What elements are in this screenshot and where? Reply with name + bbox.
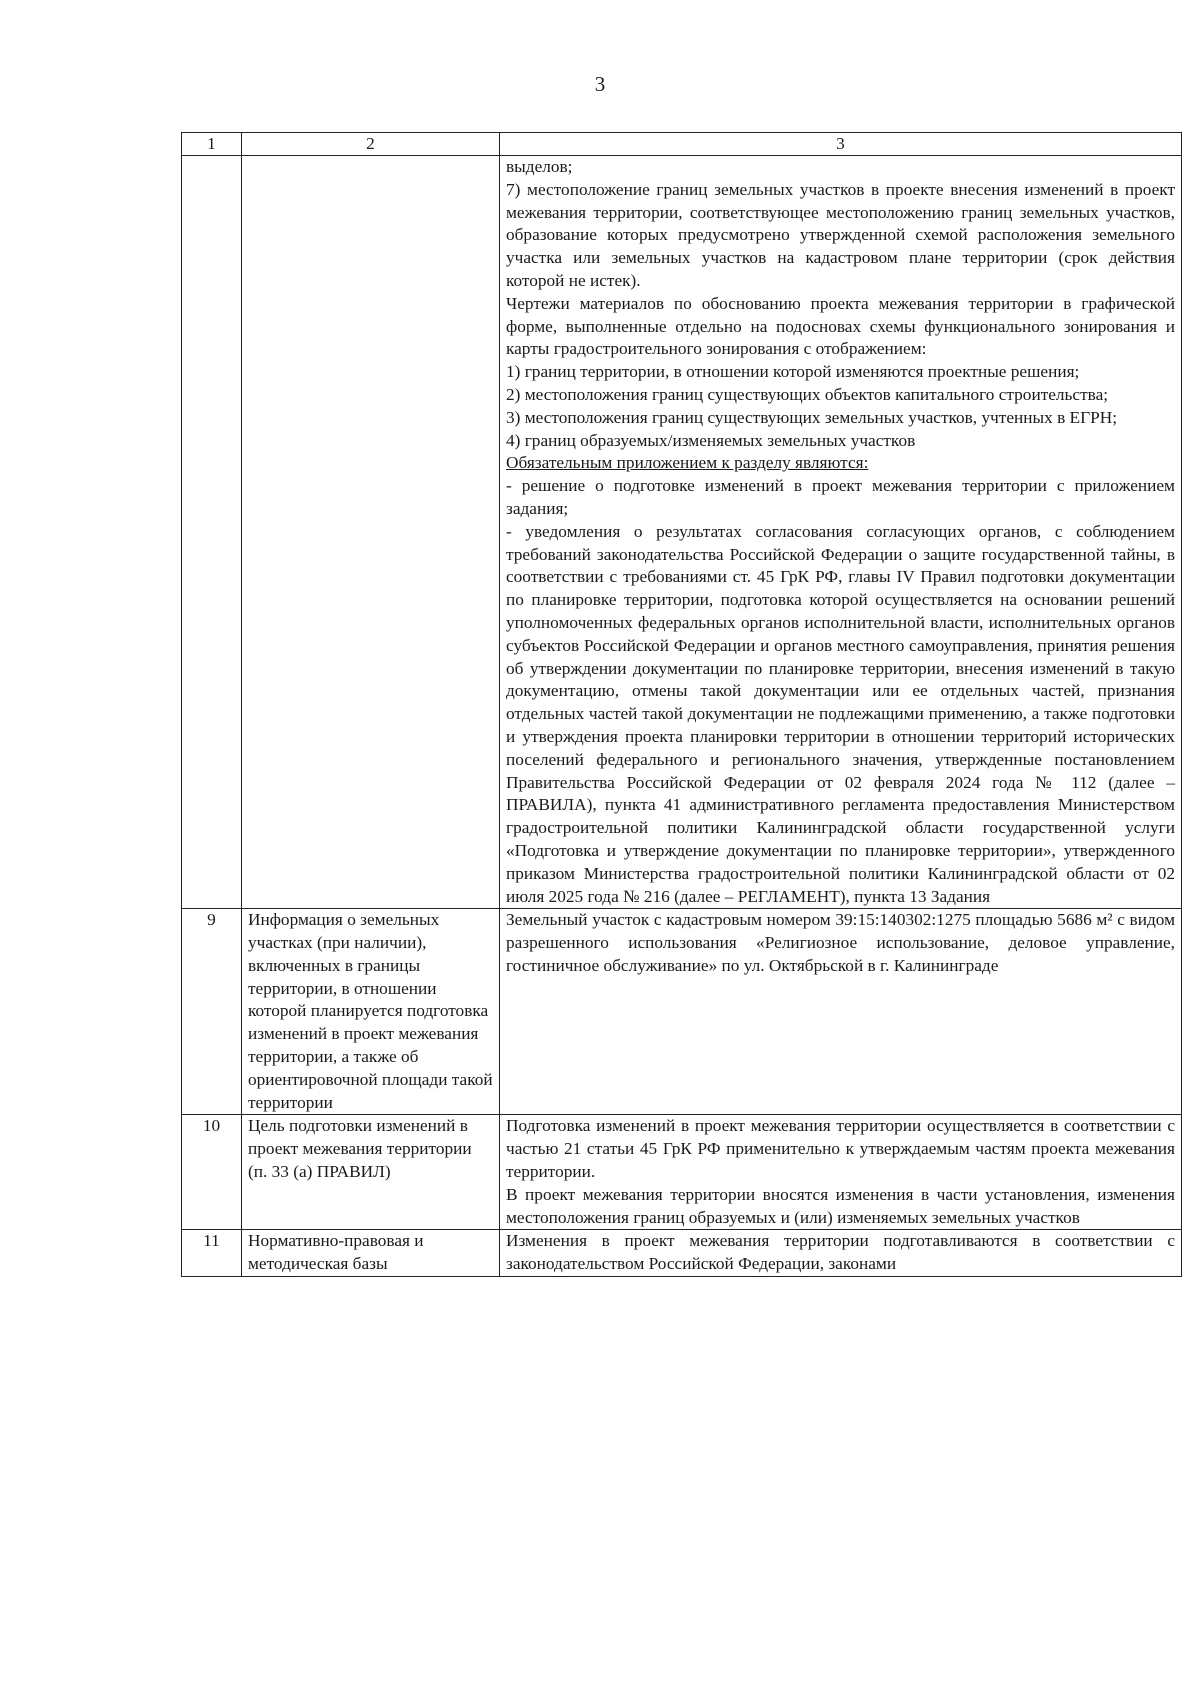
paragraph: 4) границ образуемых/изменяемых земельных участков [506,430,916,450]
row-content [500,909,1182,1115]
paragraph: 2) местоположения границ существующих объектов капитального строительства; [506,384,1109,404]
row-content [500,1115,1182,1230]
header-col-3: 3 [500,133,1182,156]
paragraph: Подготовка изменений в проект межевания территории осуществляется в соответствии с частью 21 статьи 45 ГрК РФ применительно к утверждаемым частям проекта межевания территории. [506,1116,1175,1182]
paragraph: В проект межевания территории вносятся изменения в части установления, изменения местоположения границ образуемых и (или) изменяемых земельных участков [506,1184,1175,1227]
paragraph: - решение о подготовке изменений в проект межевания территории с приложением задания; [506,476,1175,518]
underlined-heading: Обязательным приложением к разделу являются: [506,453,869,473]
page-number: 3 [594,72,606,96]
table-row [182,909,1182,1115]
row-label [242,156,500,909]
row-number: 10 [182,1115,242,1230]
paragraph: Чертежи материалов по обоснованию проекта межевания территории в графической форме, выполненные отдельно на подосновах схемы функционального зонирования и карты градостроительного зонирования с отображением: [506,293,1175,359]
row-label: Нормативно-правовая и методическая базы [242,1230,500,1277]
paragraph: 7) местоположение границ земельных участков в проекте внесения изменений в проект межевания территории, соответствующее местоположению границ земельных участков, образование которых предусмотрено утвержденной схемой расположения земельного участка или земельных участков на кадастровом плане территории (срок действия которой не истек). [506,179,1175,290]
row-content [500,1230,1182,1277]
table-row [182,1115,1182,1230]
paragraph: 1) границ территории, в отношении которой изменяются проектные решения; [506,362,1080,382]
row-number [182,156,242,909]
paragraph: Изменения в проект межевания территории подготавливаются в соответствии с законодательством Российской Федерации, законами [506,1231,1175,1274]
row-content [500,156,1182,909]
row-number: 9 [182,909,242,1115]
requirements-table [181,132,1182,1277]
table-header-row [182,133,1182,156]
table-row [182,156,1182,909]
paragraph: 3) местоположения границ существующих земельных участков, учтенных в ЕГРН; [506,407,1117,427]
header-col-1: 1 [182,133,242,156]
paragraph: выделов; [506,157,573,176]
table-row [182,1230,1182,1277]
row-label: Информация о земельных участках (при наличии), включенных в границы территории, в отношении которой планируется подготовка изменений в проект межевания территории, а также об ориентировочной площади такой территории [242,909,500,1115]
paragraph: - уведомления о результатах согласования согласующих органов, с соблюдением требований законодательства Российской Федерации о защите государственной тайны, в соответствии с требованиями ст. 45 ГрК РФ, главы IV Правил подготовки документации по планировке территории, подготовка которой осуществляется на основании решений уполномоченных федеральных органов исполнительной власти, исполнительных органов субъектов Российской Федерации и органов местного самоуправления, принятия решения об утверждении документации по планировке территории, внесения изменений в такую документацию, отмены такой документации или ее отдельных частей, признания отдельных частей такой документации не подлежащими применению, а также подготовки и утверждения проекта планировки территории в отношении территорий исторических поселений федерального и регионального значения, утвержденные постановлением Правительства Российской Федерации от 02 февраля 2024 года № 112 (далее – ПРАВИЛА), пункта 41 административного регламента предоставления Министерством градостроительной политики Калининградской области государственной услуги «Подготовка и утверждение документации по планировке территории», утвержденного приказом Министерства градостроительной политики Калининградской области от 02 июля 2025 года № 216 (далее – РЕГЛАМЕНТ), пункта 13 Задания [506,521,1175,906]
row-label: Цель подготовки изменений в проект межевания территории (п. 33 (а) ПРАВИЛ) [242,1115,500,1230]
row-number: 11 [182,1230,242,1277]
header-col-2: 2 [242,133,500,156]
paragraph: Земельный участок с кадастровым номером 39:15:140302:1275 площадью 5686 м² с видом разрешенного использования «Религиозное использование, деловое управление, гостиничное обслуживание» по ул. Октябрьской в г. Калининграде [506,910,1175,975]
